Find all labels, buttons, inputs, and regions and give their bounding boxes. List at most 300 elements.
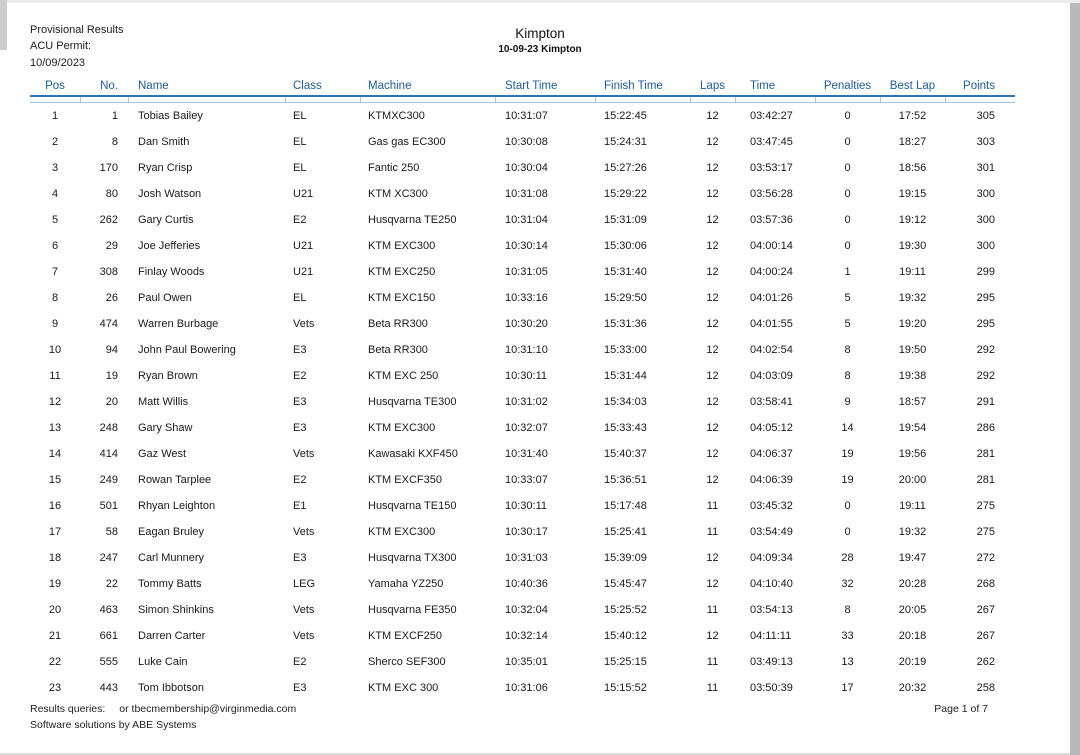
cell-start-time: 10:30:08 — [505, 136, 548, 148]
cell-name: John Paul Bowering — [138, 344, 236, 356]
cell-points: 286 — [976, 422, 995, 434]
cell-name: Gary Curtis — [138, 214, 194, 226]
table-row — [30, 571, 1015, 597]
cell-pos: 6 — [51, 240, 59, 252]
cell-time: 04:06:39 — [750, 474, 793, 486]
table-row — [30, 649, 1015, 675]
cell-pos: 21 — [48, 630, 62, 642]
cell-penalties: 9 — [844, 396, 851, 408]
cell-machine: KTM EXC 300 — [368, 682, 439, 694]
cell-time: 04:01:55 — [750, 318, 793, 330]
cell-points: 267 — [976, 630, 995, 642]
cell-time: 03:54:49 — [750, 526, 793, 538]
cell-start-time: 10:31:08 — [505, 188, 548, 200]
cell-machine: Sherco SEF300 — [368, 656, 446, 668]
cell-start-time: 10:30:17 — [505, 526, 548, 538]
cell-best-lap: 20:28 — [898, 578, 927, 590]
cell-machine: Husqvarna TX300 — [368, 552, 457, 564]
cell-best-lap: 20:05 — [898, 604, 927, 616]
table-row — [30, 285, 1015, 311]
cell-penalties: 0 — [844, 136, 851, 148]
cell-best-lap: 17:52 — [898, 110, 927, 122]
cell-best-lap: 20:19 — [898, 656, 927, 668]
cell-class: E3 — [293, 682, 307, 694]
permit-date: 10/09/2023 — [30, 57, 86, 69]
cell-class: Vets — [293, 630, 315, 642]
cell-laps: 11 — [706, 682, 719, 694]
cell-laps: 12 — [706, 370, 719, 382]
cell-name: Finlay Woods — [138, 266, 205, 278]
cell-laps: 12 — [706, 396, 719, 408]
cell-laps: 11 — [706, 526, 719, 538]
cell-no: 80 — [105, 188, 118, 200]
cell-no: 94 — [105, 344, 118, 356]
footer-software-credit: Software solutions by ABE Systems — [30, 719, 197, 731]
doc-header-center — [0, 26, 1080, 55]
cell-pos: 12 — [48, 396, 62, 408]
cell-best-lap: 19:47 — [898, 552, 927, 564]
cell-points: 300 — [976, 188, 995, 200]
table-row — [30, 441, 1015, 467]
cell-name: Gary Shaw — [138, 422, 193, 434]
column-header-name: Name — [128, 80, 285, 96]
table-row — [30, 129, 1015, 155]
cell-time: 03:53:17 — [750, 162, 793, 174]
cell-points: 299 — [976, 266, 995, 278]
cell-finish-time: 15:45:47 — [604, 578, 647, 590]
cell-name: Dan Smith — [138, 136, 190, 148]
cell-pos: 1 — [51, 110, 59, 122]
cell-time: 04:03:09 — [750, 370, 793, 382]
cell-machine: Beta RR300 — [368, 318, 428, 330]
cell-no: 555 — [99, 656, 118, 668]
cell-laps: 12 — [706, 344, 719, 356]
cell-points: 295 — [976, 292, 995, 304]
cell-points: 292 — [976, 370, 995, 382]
cell-laps: 12 — [706, 318, 719, 330]
cell-name: Ryan Brown — [138, 370, 198, 382]
cell-finish-time: 15:40:37 — [604, 448, 647, 460]
cell-finish-time: 15:25:41 — [604, 526, 647, 538]
cell-no: 474 — [99, 318, 118, 330]
cell-laps: 12 — [706, 578, 719, 590]
cell-penalties: 0 — [844, 110, 851, 122]
cell-machine: KTMXC300 — [368, 110, 425, 122]
cell-penalties: 19 — [841, 448, 854, 460]
cell-machine: KTM EXCF250 — [368, 630, 442, 642]
table-row — [30, 545, 1015, 571]
cell-time: 03:54:13 — [750, 604, 793, 616]
cell-points: 292 — [976, 344, 995, 356]
table-row — [30, 337, 1015, 363]
footer-queries-label: Results queries: — [30, 703, 106, 715]
cell-best-lap: 18:56 — [898, 162, 927, 174]
cell-best-lap: 19:30 — [898, 240, 927, 252]
cell-name: Gaz West — [138, 448, 187, 460]
table-row — [30, 623, 1015, 649]
cell-name: Eagan Bruley — [138, 526, 205, 538]
cell-laps: 12 — [706, 110, 719, 122]
cell-best-lap: 19:11 — [899, 266, 926, 278]
cell-machine: Husqvarna TE150 — [368, 500, 457, 512]
cell-penalties: 5 — [844, 318, 851, 330]
table-row — [30, 207, 1015, 233]
table-row — [30, 103, 1015, 130]
cell-pos: 18 — [48, 552, 62, 564]
cell-no: 170 — [99, 162, 118, 174]
cell-penalties: 0 — [844, 214, 851, 226]
viewer-top-edge — [0, 0, 1080, 3]
cell-time: 04:11:11 — [750, 630, 792, 642]
table-row — [30, 389, 1015, 415]
cell-machine: KTM EXC300 — [368, 526, 436, 538]
cell-machine: Yamaha YZ250 — [368, 578, 444, 590]
cell-pos: 11 — [49, 370, 61, 382]
footer-queries-contact: or tbecmembership@virginmedia.com — [119, 703, 297, 715]
cell-pos: 15 — [48, 474, 62, 486]
cell-machine: Beta RR300 — [368, 344, 428, 356]
table-row — [30, 363, 1015, 389]
cell-finish-time: 15:40:12 — [604, 630, 647, 642]
cell-class: U21 — [293, 188, 314, 200]
cell-no: 8 — [111, 136, 118, 148]
footer-queries — [30, 703, 296, 715]
cell-penalties: 0 — [844, 500, 851, 512]
cell-laps: 12 — [706, 552, 719, 564]
cell-pos: 16 — [48, 500, 62, 512]
cell-pos: 17 — [48, 526, 62, 538]
cell-time: 03:42:27 — [750, 110, 793, 122]
cell-pos: 4 — [51, 188, 59, 200]
cell-points: 272 — [976, 552, 995, 564]
cell-class: E3 — [293, 344, 307, 356]
cell-laps: 12 — [706, 266, 719, 278]
cell-start-time: 10:32:04 — [505, 604, 548, 616]
acu-permit-label: ACU Permit: — [30, 40, 92, 52]
cell-class: E2 — [293, 474, 307, 486]
cell-no: 414 — [99, 448, 118, 460]
table-row — [30, 155, 1015, 181]
cell-no: 262 — [99, 214, 118, 226]
cell-points: 301 — [976, 162, 995, 174]
cell-penalties: 28 — [841, 552, 854, 564]
cell-pos: 22 — [48, 656, 62, 668]
cell-pos: 9 — [51, 318, 59, 330]
vertical-scrollbar[interactable] — [1070, 3, 1080, 755]
cell-best-lap: 19:54 — [898, 422, 927, 434]
cell-machine: Husqvarna TE250 — [368, 214, 457, 226]
cell-finish-time: 15:31:09 — [604, 214, 647, 226]
table-row — [30, 233, 1015, 259]
cell-best-lap: 19:56 — [898, 448, 927, 460]
cell-finish-time: 15:33:43 — [604, 422, 647, 434]
cell-penalties: 5 — [844, 292, 851, 304]
cell-name: Carl Munnery — [138, 552, 205, 564]
cell-finish-time: 15:33:00 — [604, 344, 647, 356]
cell-name: Joe Jefferies — [138, 240, 201, 252]
cell-best-lap: 20:18 — [898, 630, 927, 642]
cell-points: 275 — [976, 500, 995, 512]
cell-class: Vets — [293, 526, 315, 538]
cell-points: 262 — [976, 656, 995, 668]
cell-name: Tommy Batts — [138, 578, 202, 590]
cell-points: 268 — [976, 578, 995, 590]
cell-penalties: 13 — [841, 656, 854, 668]
cell-no: 58 — [105, 526, 118, 538]
column-header-pos: Pos — [30, 80, 80, 96]
cell-laps: 12 — [706, 292, 719, 304]
cell-best-lap: 19:12 — [898, 214, 927, 226]
cell-finish-time: 15:31:40 — [604, 266, 647, 278]
cell-finish-time: 15:22:45 — [604, 110, 647, 122]
cell-machine: KTM XC300 — [368, 188, 428, 200]
cell-name: Tobias Bailey — [138, 110, 203, 122]
cell-name: Rowan Tarplee — [138, 474, 212, 486]
cell-start-time: 10:30:20 — [505, 318, 548, 330]
cell-penalties: 19 — [841, 474, 854, 486]
cell-points: 300 — [976, 214, 995, 226]
results-table — [30, 80, 1015, 701]
cell-time: 04:00:14 — [750, 240, 793, 252]
cell-pos: 7 — [51, 266, 59, 278]
cell-points: 281 — [976, 448, 995, 460]
cell-penalties: 8 — [844, 604, 851, 616]
cell-machine: Gas gas EC300 — [368, 136, 446, 148]
cell-class: LEG — [293, 578, 316, 590]
cell-penalties: 0 — [844, 526, 851, 538]
cell-finish-time: 15:17:48 — [604, 500, 647, 512]
cell-name: Josh Watson — [138, 188, 202, 200]
cell-finish-time: 15:31:44 — [604, 370, 647, 382]
footer-line-1 — [30, 703, 988, 715]
cell-laps: 12 — [706, 162, 719, 174]
cell-time: 03:58:41 — [750, 396, 793, 408]
cell-pos: 10 — [48, 344, 62, 356]
cell-start-time: 10:31:05 — [505, 266, 548, 278]
cell-start-time: 10:32:14 — [505, 630, 548, 642]
cell-points: 300 — [976, 240, 995, 252]
cell-machine: KTM EXCF350 — [368, 474, 442, 486]
cell-time: 04:00:24 — [750, 266, 793, 278]
cell-finish-time: 15:31:36 — [604, 318, 647, 330]
cell-class: E2 — [293, 214, 307, 226]
cell-pos: 23 — [48, 682, 62, 694]
cell-machine: KTM EXC300 — [368, 422, 436, 434]
cell-machine: Kawasaki KXF450 — [368, 448, 458, 460]
cell-best-lap: 19:32 — [898, 526, 927, 538]
cell-time: 04:01:26 — [750, 292, 793, 304]
cell-best-lap: 19:32 — [898, 292, 927, 304]
cell-no: 501 — [99, 500, 118, 512]
cell-pos: 19 — [48, 578, 62, 590]
column-header-class: Class — [285, 80, 360, 96]
cell-start-time: 10:32:07 — [505, 422, 548, 434]
cell-start-time: 10:30:11 — [505, 370, 548, 382]
cell-start-time: 10:30:11 — [505, 500, 548, 512]
column-header-no: No. — [80, 80, 128, 96]
cell-time: 03:56:28 — [750, 188, 793, 200]
table-row — [30, 675, 1015, 701]
cell-penalties: 0 — [844, 240, 851, 252]
cell-start-time: 10:30:04 — [505, 162, 548, 174]
column-header-best-lap: Best Lap — [880, 80, 945, 96]
cell-name: Matt Willis — [138, 396, 189, 408]
cell-points: 258 — [976, 682, 995, 694]
cell-finish-time: 15:29:50 — [604, 292, 647, 304]
cell-class: Vets — [293, 318, 315, 330]
cell-machine: KTM EXC300 — [368, 240, 436, 252]
cell-penalties: 17 — [841, 682, 854, 694]
column-header-finish-time: Finish Time — [595, 80, 690, 96]
cell-penalties: 33 — [841, 630, 854, 642]
cell-time: 04:06:37 — [750, 448, 793, 460]
table-row — [30, 311, 1015, 337]
cell-best-lap: 18:57 — [898, 396, 927, 408]
cell-class: E2 — [293, 656, 307, 668]
cell-laps: 12 — [706, 136, 719, 148]
cell-start-time: 10:31:02 — [505, 396, 548, 408]
cell-start-time: 10:31:03 — [505, 552, 548, 564]
cell-class: EL — [293, 136, 307, 148]
column-header-laps: Laps — [690, 80, 735, 96]
cell-name: Ryan Crisp — [138, 162, 193, 174]
cell-penalties: 0 — [844, 162, 851, 174]
cell-start-time: 10:31:10 — [505, 344, 548, 356]
cell-finish-time: 15:25:15 — [604, 656, 647, 668]
cell-name: Luke Cain — [138, 656, 188, 668]
cell-finish-time: 15:24:31 — [604, 136, 647, 148]
cell-penalties: 0 — [844, 188, 851, 200]
cell-finish-time: 15:34:03 — [604, 396, 647, 408]
cell-start-time: 10:31:06 — [505, 682, 548, 694]
cell-no: 1 — [111, 110, 118, 122]
table-row — [30, 597, 1015, 623]
table-row — [30, 467, 1015, 493]
cell-best-lap: 19:20 — [898, 318, 927, 330]
cell-penalties: 14 — [841, 422, 854, 434]
cell-laps: 11 — [706, 604, 719, 616]
cell-finish-time: 15:39:09 — [604, 552, 647, 564]
cell-pos: 20 — [48, 604, 62, 616]
page-indicator: Page 1 of 7 — [934, 703, 988, 715]
cell-class: E3 — [293, 552, 307, 564]
cell-time: 03:45:32 — [750, 500, 793, 512]
cell-laps: 12 — [706, 448, 719, 460]
cell-finish-time: 15:30:06 — [604, 240, 647, 252]
cell-name: Darren Carter — [138, 630, 206, 642]
cell-laps: 11 — [706, 500, 719, 512]
cell-start-time: 10:33:07 — [505, 474, 548, 486]
cell-no: 29 — [105, 240, 118, 252]
cell-pos: 5 — [51, 214, 59, 226]
cell-best-lap: 19:38 — [898, 370, 927, 382]
cell-time: 04:10:40 — [750, 578, 793, 590]
cell-laps: 12 — [706, 188, 719, 200]
cell-time: 03:57:36 — [750, 214, 793, 226]
cell-machine: KTM EXC250 — [368, 266, 436, 278]
cell-pos: 8 — [51, 292, 59, 304]
cell-penalties: 8 — [844, 344, 851, 356]
cell-best-lap: 20:32 — [898, 682, 927, 694]
cell-machine: Husqvarna FE350 — [368, 604, 457, 616]
event-title: Kimpton — [515, 26, 565, 41]
cell-penalties: 1 — [844, 266, 851, 278]
table-row — [30, 259, 1015, 285]
cell-time: 03:47:45 — [750, 136, 793, 148]
cell-name: Simon Shinkins — [138, 604, 214, 616]
cell-best-lap: 18:27 — [898, 136, 927, 148]
cell-no: 20 — [105, 396, 118, 408]
cell-name: Warren Burbage — [138, 318, 219, 330]
cell-machine: Fantic 250 — [368, 162, 420, 174]
table-row — [30, 519, 1015, 545]
cell-finish-time: 15:29:22 — [604, 188, 647, 200]
cell-laps: 12 — [706, 214, 719, 226]
cell-name: Tom Ibbotson — [138, 682, 205, 694]
table-header-row — [30, 80, 1015, 96]
cell-no: 248 — [99, 422, 118, 434]
cell-start-time: 10:30:14 — [505, 240, 548, 252]
column-header-penalties: Penalties — [815, 80, 880, 96]
cell-points: 281 — [976, 474, 995, 486]
cell-start-time: 10:31:07 — [505, 110, 548, 122]
cell-laps: 12 — [706, 474, 719, 486]
cell-class: EL — [293, 162, 307, 174]
cell-penalties: 32 — [841, 578, 854, 590]
cell-time: 03:49:13 — [750, 656, 793, 668]
cell-pos: 2 — [51, 136, 59, 148]
table-row — [30, 493, 1015, 519]
column-header-points: Points — [945, 80, 1015, 96]
cell-laps: 11 — [706, 656, 719, 668]
cell-points: 303 — [976, 136, 995, 148]
cell-finish-time: 15:27:26 — [604, 162, 647, 174]
cell-time: 04:09:34 — [750, 552, 793, 564]
cell-start-time: 10:35:01 — [505, 656, 548, 668]
cell-start-time: 10:33:16 — [505, 292, 548, 304]
table-row — [30, 415, 1015, 441]
column-header-start-time: Start Time — [495, 80, 595, 96]
cell-points: 291 — [976, 396, 995, 408]
cell-no: 249 — [99, 474, 118, 486]
cell-class: U21 — [293, 240, 314, 252]
cell-laps: 12 — [706, 422, 719, 434]
cell-machine: Husqvarna TE300 — [368, 396, 457, 408]
cell-name: Rhyan Leighton — [138, 500, 216, 512]
cell-class: E3 — [293, 422, 307, 434]
cell-finish-time: 15:25:52 — [604, 604, 647, 616]
cell-points: 295 — [976, 318, 995, 330]
cell-class: EL — [293, 292, 307, 304]
cell-class: Vets — [293, 448, 315, 460]
cell-machine: KTM EXC 250 — [368, 370, 439, 382]
cell-pos: 3 — [51, 162, 59, 174]
table-row — [30, 181, 1015, 207]
cell-best-lap: 19:11 — [899, 500, 926, 512]
cell-no: 463 — [99, 604, 118, 616]
cell-start-time: 10:40:36 — [505, 578, 548, 590]
cell-no: 308 — [99, 266, 118, 278]
cell-best-lap: 20:00 — [898, 474, 927, 486]
cell-time: 04:02:54 — [750, 344, 793, 356]
cell-laps: 12 — [706, 630, 719, 642]
cell-no: 661 — [99, 630, 118, 642]
cell-best-lap: 19:15 — [898, 188, 927, 200]
cell-class: E2 — [293, 370, 307, 382]
cell-no: 19 — [105, 370, 118, 382]
cell-best-lap: 19:50 — [898, 344, 927, 356]
cell-name: Paul Owen — [138, 292, 192, 304]
